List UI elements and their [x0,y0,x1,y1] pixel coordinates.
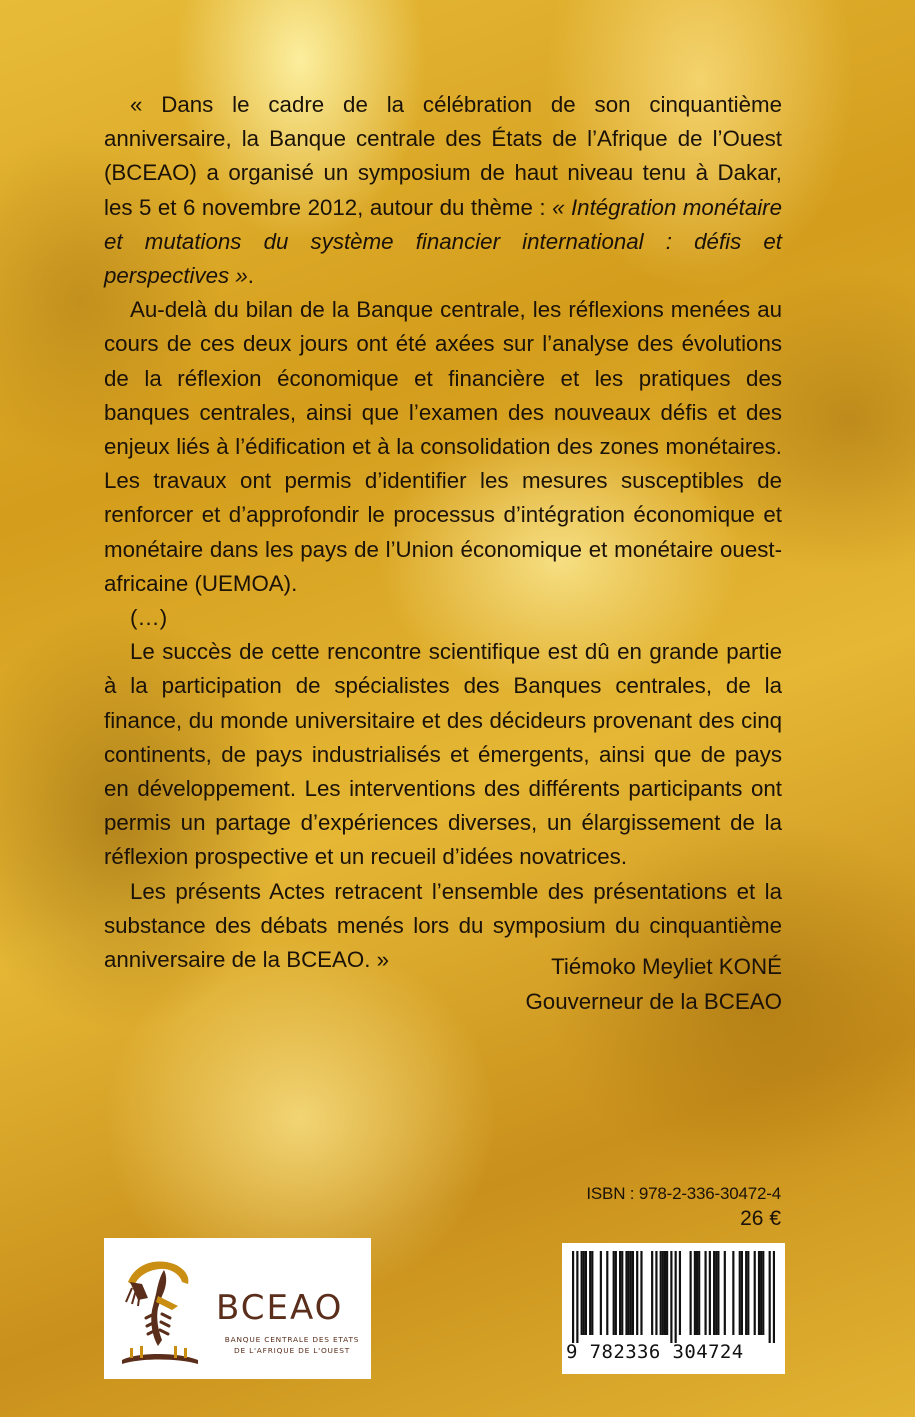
barcode-bar [679,1251,681,1335]
price: 26 € [740,1207,781,1230]
barcode-bar [636,1251,638,1335]
barcode-bar [621,1251,623,1335]
paragraph-ellipsis: (…) [130,605,168,631]
barcode-bar [606,1251,608,1335]
barcode-bar [655,1251,657,1335]
barcode-bar [690,1251,692,1335]
barcode-bar [664,1251,666,1335]
logo-subtitle-line-2: DE L'AFRIQUE DE L'OUEST [233,1346,351,1355]
barcode-bar [758,1251,760,1335]
barcode-bar [619,1251,621,1335]
barcode-bar [696,1251,698,1335]
barcode-bar [585,1251,587,1335]
barcode-bar [630,1251,632,1335]
paragraph-intro-text: « Dans le cadre de la célébration de son cinquantième anniversaire, la Banque centrale des États de l’Afrique de l’Ouest (BCEAO) a organisé un symposium de haut niveau tenu à Dakar, les 5 et 6 novembre 2012, autour du thème : [104,92,782,220]
isbn-number: ISBN : 978-2-336-30472-4 [586,1184,781,1203]
barcode-digits: 9 782336 304724 [566,1341,744,1363]
barcode-bar [572,1251,574,1343]
signatory-name: Tiémoko Meyliet KONÉ [551,954,782,979]
barcode-bar [589,1251,591,1335]
barcode-bar [747,1251,749,1335]
barcode-bar [613,1251,615,1335]
barcode-bar [773,1251,775,1343]
barcode-bar [745,1251,747,1335]
barcode-bar [583,1251,585,1335]
signatory-title: Gouverneur de la BCEAO [525,988,782,1014]
barcode-bar [754,1251,756,1335]
barcode-bar [698,1251,700,1335]
barcode-bar [704,1251,706,1335]
logo-subtitle [217,1334,367,1356]
barcode-bar [741,1251,743,1335]
barcode-bar [615,1251,617,1335]
signature-block [525,950,782,1019]
barcode-bar [581,1251,583,1335]
barcode-bar [762,1251,764,1335]
barcode-bar [769,1251,771,1343]
logo-name: BCEAO [216,1288,344,1328]
bceao-emblem-icon [118,1248,204,1370]
barcode-bar [713,1251,715,1335]
barcode-bars [572,1251,775,1343]
barcode-bar [625,1251,627,1335]
barcode-bar [640,1251,642,1335]
paragraph-intro-end: . [247,263,254,289]
bceao-logo [104,1238,371,1379]
barcode-bar [600,1251,602,1335]
barcode [562,1243,785,1374]
barcode-bar [694,1251,696,1335]
logo-subtitle-line-1: BANQUE CENTRALE DES ETATS [224,1335,360,1344]
barcode-bar [715,1251,717,1335]
back-cover-text [104,88,782,977]
paragraph-intro [104,88,782,293]
barcode-bar [632,1251,634,1335]
symposium-theme: « Intégration monétaire et mutations du système financier international : défis et perspectives » [104,194,783,289]
barcode-bar [576,1251,578,1343]
barcode-bar [717,1251,719,1335]
barcode-bar [591,1251,593,1335]
barcode-bar [760,1251,762,1335]
paragraph-reflections: Au-delà du bilan de la Banque centrale, les réflexions menées au cours de ces deux jours ont été axées sur l’analyse des évolutions de la réflexion économique et financière et les pratiques des banques centrales, ainsi que l’examen des nouveaux défis et des enjeux liés à l’édification et à la consolidation des zones monétaires. Les travaux ont permis d’identifier les mesures susceptibles de renforcer et d’approfondir le processus d’intégration économique et monétaire dans les pays de l’Union économique et monétaire ouest-africaine (UEMOA). [104,297,782,596]
paragraph-conclusion: Les présents Actes retracent l’ensemble des présentations et la substance des débats menés lors du symposium du cinquantième anniversaire de la BCEAO. » [104,878,782,973]
barcode-bar [651,1251,653,1335]
barcode-bar [666,1251,668,1335]
barcode-bar [739,1251,741,1335]
barcode-bar [724,1251,726,1335]
barcode-bar [628,1251,630,1335]
barcode-bar [660,1251,662,1335]
barcode-bar [675,1251,677,1343]
barcode-bar [662,1251,664,1335]
barcode-bar [709,1251,711,1335]
barcode-bar [732,1251,734,1335]
barcode-bar [670,1251,672,1343]
paragraph-success: Le succès de cette rencontre scientifique est dû en grande partie à la participation de spécialistes des Banques centrales, de la finance, du monde universitaire et des décideurs provenant des cinq continents, de pays industrialisés et émergents, ainsi que de pays en développement. Les interventions des différents participants ont permis un partage d’expériences diverses, un élargissement de la réflexion prospective et un recueil d’idées novatrices. [104,639,782,870]
